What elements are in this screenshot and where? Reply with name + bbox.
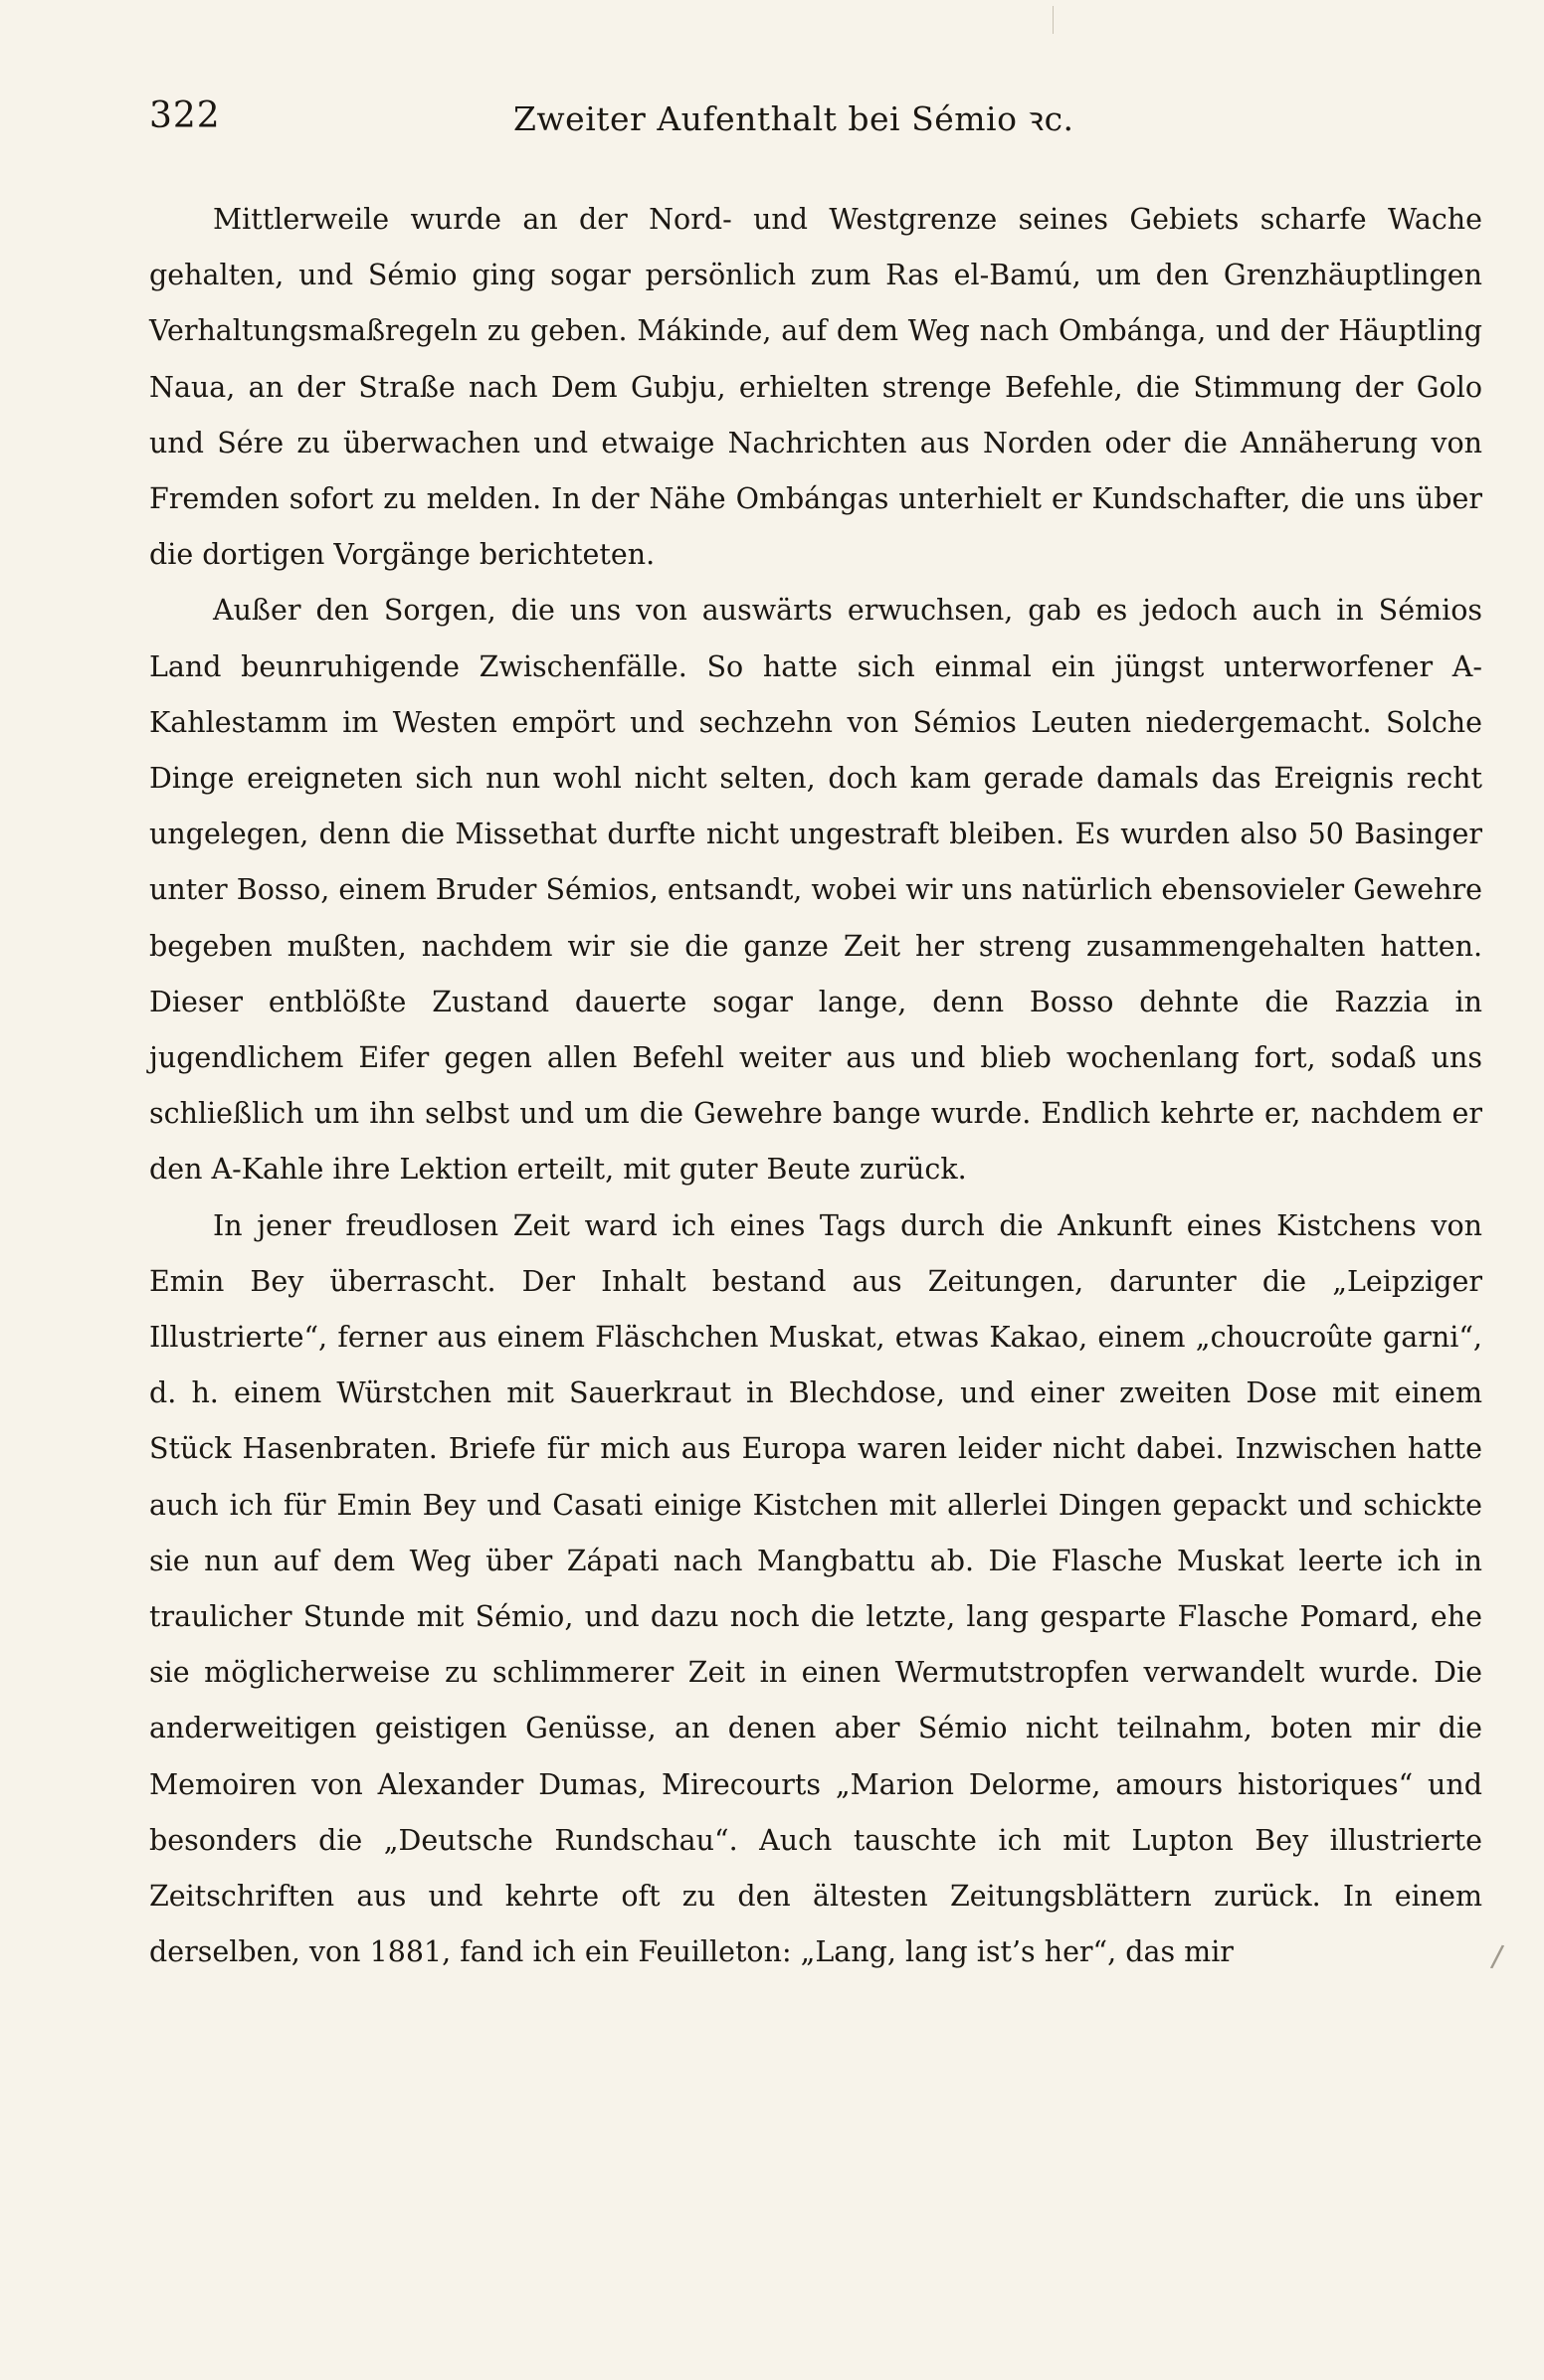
running-head: Zweiter Aufenthalt bei Sémio ꝛc. <box>513 99 1074 138</box>
page-header <box>149 95 1482 145</box>
page-number: 322 <box>149 95 221 136</box>
margin-mark-right: / <box>1489 1938 1506 1975</box>
margin-mark-top <box>1053 6 1054 34</box>
paragraph-1: Mittlerweile wurde an der Nord- und Westgrenze seines Gebiets scharfe Wache gehalten, und Sémio ging sogar persönlich zum Ras el-Bamú, um den Grenzhäuptlingen Verhaltungsmaßregeln zu geben. Mákinde, auf dem Weg nach Ombánga, und der Häuptling Naua, an der Straße nach Dem Gubju, erhielten strenge Befehle, die Stimmung der Golo und Sére zu überwachen und etwaige Nachrichten aus Norden oder die Annäherung von Fremden sofort zu melden. In der Nähe Ombángas unterhielt er Kundschafter, die uns über die dortigen Vorgänge berichteten. <box>149 203 1482 572</box>
paragraph-2: Außer den Sorgen, die uns von auswärts erwuchsen, gab es jedoch auch in Sémios Land beunruhigende Zwischenfälle. So hatte sich einmal ein jüngst unterworfener A-Kahlestamm im Westen empört und sechzehn von Sémios Leuten niedergemacht. Solche Dinge ereigneten sich nun wohl nicht selten, doch kam gerade damals das Ereignis recht ungelegen, denn die Missethat durfte nicht ungestraft bleiben. Es wurden also 50 Basinger unter Bosso, einem Bruder Sémios, entsandt, wobei wir uns natürlich ebensovieler Gewehre begeben mußten, nachdem wir sie die ganze Zeit her streng zusammengehalten hatten. Dieser entblößte Zustand dauerte sogar lange, denn Bosso dehnte die Razzia in jugendlichem Eifer gegen allen Befehl weiter aus und blieb wochenlang fort, sodaß uns schließlich um ihn selbst und um die Gewehre bange wurde. Endlich kehrte er, nachdem er den A-Kahle ihre Lektion erteilt, mit guter Beute zurück. <box>149 594 1482 1187</box>
body-text <box>149 192 1482 1981</box>
paragraph-3: In jener freudlosen Zeit ward ich eines Tags durch die Ankunft eines Kistchens von Emin Bey überrascht. Der Inhalt bestand aus Zeitungen, darunter die „Leipziger Illustrierte“, ferner aus einem Fläschchen Muskat, etwas Kakao, einem „choucroûte garni“, d. h. einem Würstchen mit Sauerkraut in Blechdose, und einer zweiten Dose mit einem Stück Hasenbraten. Briefe für mich aus Europa waren leider nicht dabei. Inzwischen hatte auch ich für Emin Bey und Casati einige Kistchen mit allerlei Dingen gepackt und schickte sie nun auf dem Weg über Zápati nach Mangbattu ab. Die Flasche Muskat leerte ich in traulicher Stunde mit Sémio, und dazu noch die letzte, lang gesparte Flasche Pomard, ehe sie möglicherweise zu schlimmerer Zeit in einen Wermutstropfen verwandelt wurde. Die anderweitigen geistigen Genüsse, an denen aber Sémio nicht teilnahm, boten mir die Memoiren von Alexander Dumas, Mirecourts „Marion Delorme, amours historiques“ und besonders die „Deutsche Rundschau“. Auch tauschte ich mit Lupton Bey illustrierte Zeitschriften aus und kehrte oft zu den ältesten Zeitungsblättern zurück. In einem derselben, von 1881, fand ich ein Feuilleton: „Lang, lang ist’s her“, das mir <box>149 1208 1482 1969</box>
